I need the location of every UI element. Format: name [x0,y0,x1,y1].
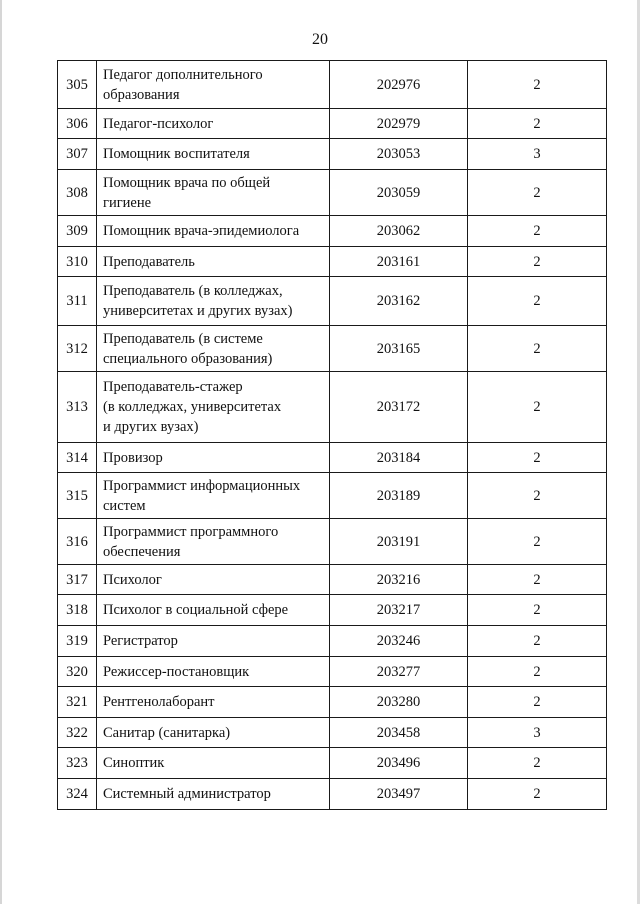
row-number-cell: 319 [58,626,97,657]
row-number-cell: 314 [58,443,97,473]
profession-name-cell: Помощник врача по общей гигиене [97,170,330,216]
profession-code-cell: 203216 [330,565,468,595]
value-cell: 2 [468,519,607,565]
row-number-cell: 322 [58,718,97,748]
value-cell: 2 [468,595,607,626]
scan-edge-left [0,0,2,904]
table-row [58,519,607,565]
profession-name-cell: Психолог в социальной сфере [97,595,330,626]
table-row [58,473,607,519]
profession-name-cell: Режиссер-постановщик [97,657,330,687]
row-number-cell: 310 [58,247,97,277]
profession-code-cell: 203165 [330,326,468,372]
profession-code-cell: 203191 [330,519,468,565]
profession-code-cell: 203246 [330,626,468,657]
table-row [58,748,607,779]
table-row [58,779,607,810]
value-cell: 2 [468,216,607,247]
table-row [58,595,607,626]
value-cell: 2 [468,779,607,810]
table-row [58,687,607,718]
table-row [58,372,607,443]
value-cell: 2 [468,277,607,326]
table-row [58,657,607,687]
profession-code-cell: 203062 [330,216,468,247]
value-cell: 2 [468,61,607,109]
table-row [58,139,607,170]
row-number-cell: 313 [58,372,97,443]
table-row [58,565,607,595]
row-number-cell: 315 [58,473,97,519]
profession-code-cell: 203184 [330,443,468,473]
table-row [58,443,607,473]
row-number-cell: 308 [58,170,97,216]
profession-name-cell: Преподаватель-стажер (в колледжах, университетах и других вузах) [97,372,330,443]
profession-name-cell: Преподаватель [97,247,330,277]
row-number-cell: 309 [58,216,97,247]
profession-name-cell: Психолог [97,565,330,595]
profession-code-cell: 203277 [330,657,468,687]
row-number-cell: 306 [58,109,97,139]
value-cell: 2 [468,326,607,372]
value-cell: 2 [468,687,607,718]
table-row [58,326,607,372]
table-row [58,247,607,277]
row-number-cell: 320 [58,657,97,687]
profession-name-cell: Регистратор [97,626,330,657]
row-number-cell: 321 [58,687,97,718]
row-number-cell: 316 [58,519,97,565]
value-cell: 2 [468,565,607,595]
row-number-cell: 305 [58,61,97,109]
profession-name-cell: Помощник врача-эпидемиолога [97,216,330,247]
row-number-cell: 323 [58,748,97,779]
value-cell: 2 [468,748,607,779]
value-cell: 2 [468,473,607,519]
row-number-cell: 312 [58,326,97,372]
profession-name-cell: Рентгенолаборант [97,687,330,718]
table-row [58,626,607,657]
profession-name-cell: Системный администратор [97,779,330,810]
table-body [58,61,607,810]
profession-table [57,60,607,810]
profession-name-cell: Педагог-психолог [97,109,330,139]
table-row [58,216,607,247]
profession-code-cell: 203496 [330,748,468,779]
profession-code-cell: 203161 [330,247,468,277]
value-cell: 2 [468,626,607,657]
value-cell: 2 [468,247,607,277]
profession-code-cell: 203217 [330,595,468,626]
profession-code-cell: 203497 [330,779,468,810]
value-cell: 2 [468,443,607,473]
row-number-cell: 317 [58,565,97,595]
table-row [58,277,607,326]
profession-name-cell: Педагог дополнительного образования [97,61,330,109]
value-cell: 2 [468,657,607,687]
profession-code-cell: 203059 [330,170,468,216]
profession-code-cell: 203458 [330,718,468,748]
table-row [58,109,607,139]
profession-code-cell: 202976 [330,61,468,109]
profession-code-cell: 203053 [330,139,468,170]
page-number: 20 [312,31,328,48]
profession-code-cell: 203189 [330,473,468,519]
profession-code-cell: 203280 [330,687,468,718]
profession-name-cell: Преподаватель (в системе специального образования) [97,326,330,372]
profession-name-cell: Синоптик [97,748,330,779]
profession-code-cell: 203162 [330,277,468,326]
row-number-cell: 311 [58,277,97,326]
value-cell: 3 [468,139,607,170]
profession-name-cell: Программист информационных систем [97,473,330,519]
row-number-cell: 307 [58,139,97,170]
profession-name-cell: Преподаватель (в колледжах, университетах и других вузах) [97,277,330,326]
row-number-cell: 318 [58,595,97,626]
profession-name-cell: Провизор [97,443,330,473]
profession-code-cell: 202979 [330,109,468,139]
profession-name-cell: Программист программного обеспечения [97,519,330,565]
table-row [58,61,607,109]
row-number-cell: 324 [58,779,97,810]
value-cell: 2 [468,109,607,139]
table-row [58,718,607,748]
profession-name-cell: Санитар (санитарка) [97,718,330,748]
profession-name-cell: Помощник воспитателя [97,139,330,170]
value-cell: 2 [468,372,607,443]
value-cell: 3 [468,718,607,748]
table-row [58,170,607,216]
profession-code-cell: 203172 [330,372,468,443]
value-cell: 2 [468,170,607,216]
